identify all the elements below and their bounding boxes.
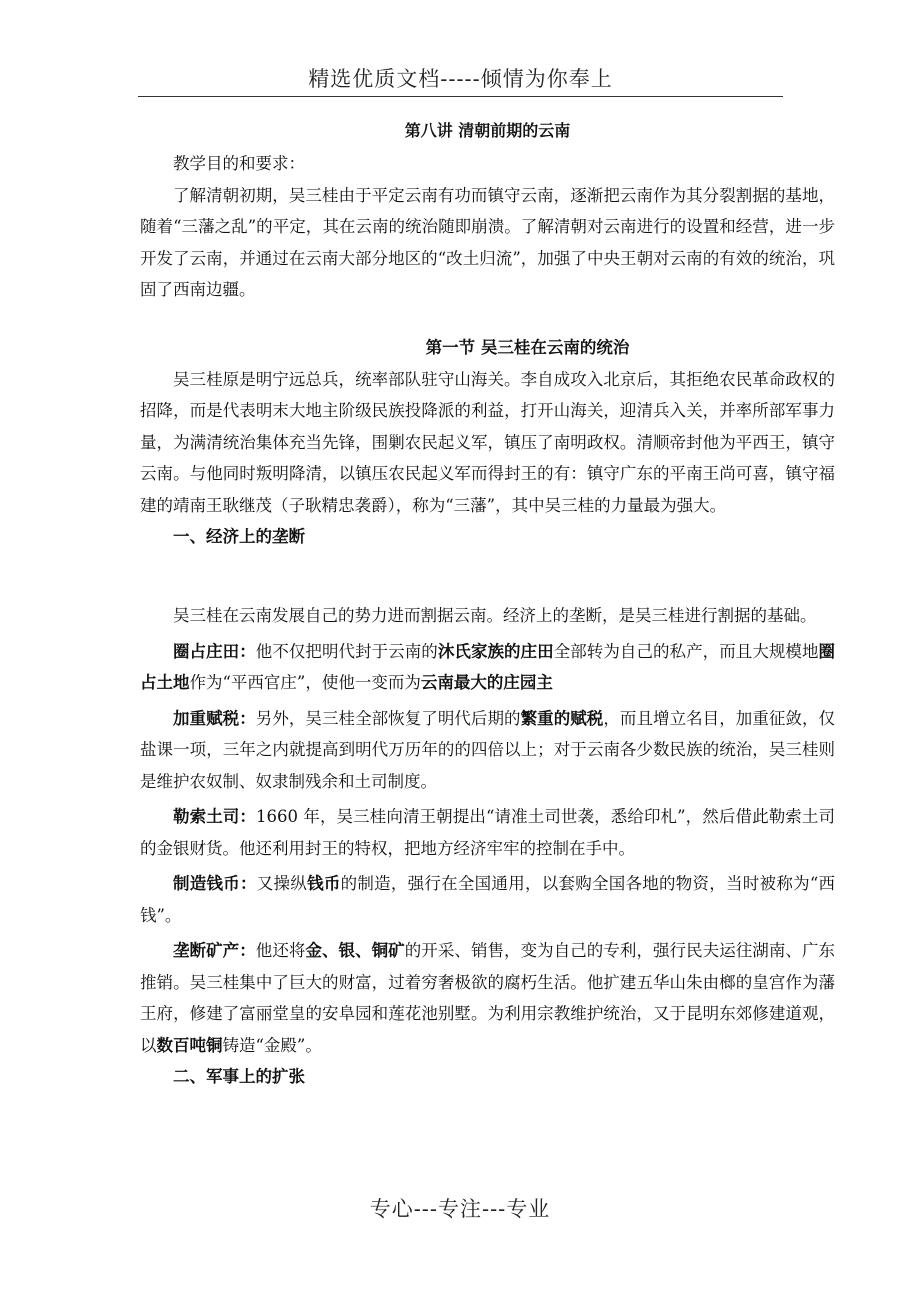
subheading-economy: 一、经济上的垄断	[173, 527, 305, 546]
paragraph-label: 制造钱币：	[173, 874, 257, 893]
paragraph-coinage: 制造钱币：又操纵钱币的制造，强行在全国通用，以套购全国各地的物资，当时被称为“西钱”。	[140, 874, 836, 925]
objectives-label: 教学目的和要求：	[173, 154, 305, 173]
subheading-military: 二、军事上的扩张	[173, 1067, 305, 1086]
paragraph-label: 加重赋税：	[173, 708, 256, 728]
paragraph-mining-monopoly: 垄断矿产：他还将金、银、铜矿的开采、销售，变为自己的专利，强行民夫运往湖南、广东推销。吴三桂集中了巨大的财富，过着穷奢极欲的腐朽生活。他扩建五华山朱由榔的皇宫作为藩王府，修建了富丽堂皇的安阜园和莲花池别墅。为利用宗教维护统治，又于昆明东郊修建道观，以数百吨铜铸造“金殿”。	[140, 941, 836, 1055]
objectives-paragraph: 了解清朝初期，吴三桂由于平定云南有功而镇守云南，逐渐把云南作为其分裂割据的基地，随着“三藩之乱”的平定，其在云南的统治随即崩溃。了解清朝对云南进行的设置和经营，进一步开发了云南，并通过在云南大部分地区的“改土归流”，加强了中央王朝对云南的有效的统治，巩固了西南边疆。	[140, 185, 835, 299]
page-footer: 专心---专注---专业	[369, 1197, 551, 1221]
paragraph-label: 勒索土司：	[173, 807, 257, 826]
paragraph-heavy-taxes: 加重赋税：另外，吴三桂全部恢复了明代后期的繁重的赋税，而且增立名目，加重征敛，仅盐课一项，三年之内就提高到明代万历年的的四倍以上；对于云南各少数民族的统治，吴三桂则是维护农奴制、奴隶制残余和土司制度。	[140, 708, 836, 791]
section1-title: 第一节 吴三桂在云南的统治	[425, 337, 630, 357]
paragraph-label: 圈占庄田：	[173, 641, 256, 661]
paragraph-extort-tusi: 勒索土司：1660 年，吴三桂向清王朝提出“请准土司世袭，悉给印札”，然后借此勒索土司的金银财货。他还利用封王的特权，把地方经济牢牢的控制在手中。	[140, 807, 836, 858]
economy-intro-paragraph: 吴三桂在云南发展自己的势力进而割据云南。经济上的垄断，是吴三桂进行割据的基础。	[173, 606, 817, 625]
paragraph-label: 垄断矿产：	[173, 941, 256, 960]
spacer	[140, 306, 835, 332]
spacer	[140, 552, 835, 600]
lecture-title: 第八讲 清朝前期的云南	[404, 121, 571, 140]
section1-intro-paragraph: 吴三桂原是明宁远总兵，统率部队驻守山海关。李自成攻入北京后，其拒绝农民革命政权的招降，而是代表明末大地主阶级民族投降派的利益，打开山海关，迎清兵入关，并率所部军事力量，为满清统治集体充当先锋，围剿农民起义军，镇压了南明政权。清顺帝封他为平西王，镇守云南。与他同时叛明降清，以镇压农民起义军而得封王的有：镇守广东的平南王尚可喜，镇守福建的靖南王耿继茂（子耿精忠袭爵），称为“三藩”，其中吴三桂的力量最为强大。	[140, 369, 835, 515]
document-body	[140, 114, 835, 1092]
paragraph-land-seizure: 圈占庄田：他不仅把明代封于云南的沐氏家族的庄田全部转为自己的私产，而且大规模地圈占土地作为“平西官庄”，使他一变而为云南最大的庄园主	[140, 641, 836, 692]
page-header: 精选优质文档-----倾情为你奉上	[138, 62, 783, 97]
